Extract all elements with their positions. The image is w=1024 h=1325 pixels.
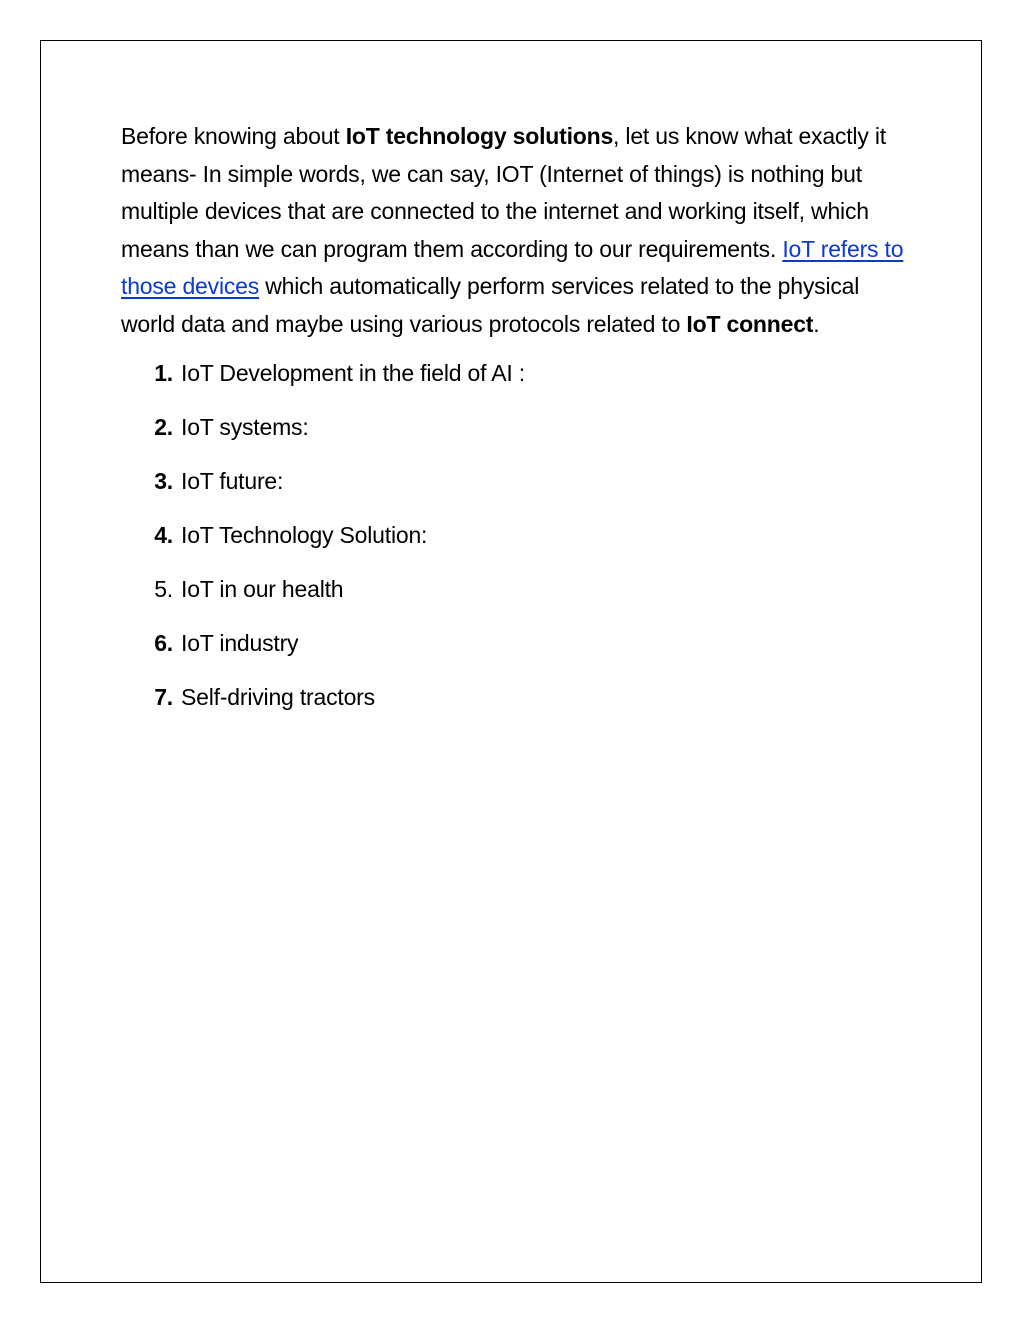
intro-paragraph (121, 118, 911, 344)
list-label: IoT future: (181, 467, 284, 494)
list-item (121, 682, 911, 712)
list-label: IoT industry (181, 629, 299, 656)
list-number: 4. (154, 521, 173, 548)
iot-devices-link[interactable]: IoT refers to those devices (121, 235, 904, 300)
list-label: IoT Technology Solution: (181, 521, 428, 548)
intro-text-4: . (813, 310, 820, 337)
list-label: IoT Development in the field of AI : (181, 359, 525, 386)
intro-bold-iot-technology-solutions: IoT technology solutions (345, 123, 614, 149)
intro-text-2: , let us know what exactly it means- In simple words, we can say, IOT (Internet of things) is nothing but multiple devices that are connected to the internet and working itself, which means than we can program them according to our requirements. (121, 123, 886, 262)
topic-list (121, 358, 911, 712)
intro-bold-iot-connect: IoT connect (686, 310, 814, 337)
list-item (121, 412, 911, 442)
document-body (121, 118, 911, 736)
list-number: 1. (154, 359, 173, 386)
list-label: IoT systems: (181, 413, 309, 440)
list-number: 7. (154, 683, 173, 710)
list-item (121, 466, 911, 496)
list-item (121, 628, 911, 658)
list-label: Self-driving tractors (181, 683, 375, 710)
intro-text-1: Before knowing about (121, 123, 346, 149)
intro-text-3: which automatically perform services related to the physical world data and maybe using various protocols related to (121, 273, 860, 337)
list-item (121, 520, 911, 550)
list-label: IoT in our health (181, 575, 344, 602)
list-number: 2. (154, 413, 173, 440)
list-item (121, 358, 911, 388)
list-number: 6. (154, 629, 173, 656)
list-item (121, 574, 911, 604)
list-number: 3. (154, 467, 173, 494)
list-number: 5. (154, 575, 173, 602)
